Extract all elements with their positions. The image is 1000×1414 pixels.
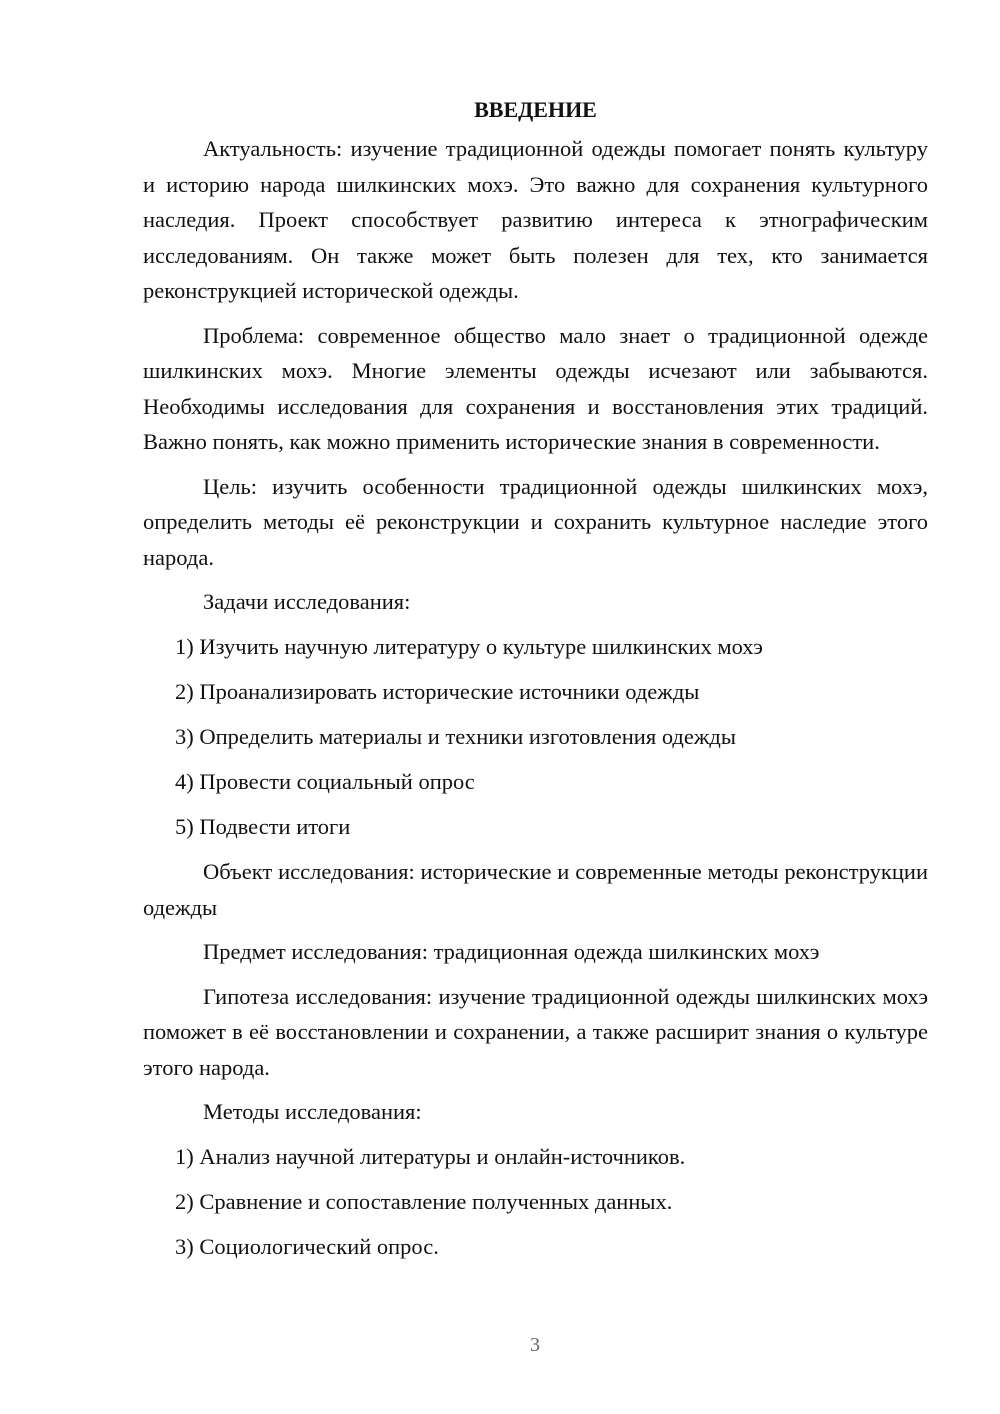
tasks-title: Задачи исследования: — [203, 589, 411, 614]
list-item: 4) Провести социальный опрос — [175, 769, 475, 794]
list-item: 3) Определить материалы и техники изготовления одежды — [175, 724, 736, 749]
hypothesis-paragraph: Гипотеза исследования: изучение традиционной одежды шилкинских мохэ поможет в её восстановлении и сохранении, а также расширит знания о культуре этого народа. — [143, 983, 928, 1080]
tasks-list — [143, 629, 928, 845]
list-item: 1) Изучить научную литературу о культуре шилкинских мохэ — [175, 634, 763, 659]
methods-title: Методы исследования: — [203, 1099, 422, 1124]
section-heading: ВВЕДЕНИЕ — [474, 97, 597, 122]
page-number: 3 — [530, 1334, 540, 1356]
page-content — [143, 92, 928, 1274]
subject-paragraph: Предмет исследования: традиционная одежда шилкинских мохэ — [203, 939, 820, 964]
problem-paragraph: Проблема: современное общество мало знает о традиционной одежде шилкинских мохэ. Многие элементы одежды исчезают или забываются. Необходимы исследования для сохранения и восстановления этих традиций. Важно понять, как можно применить исторические знания в современности. — [143, 322, 928, 454]
list-item: 1) Анализ научной литературы и онлайн-источников. — [175, 1144, 686, 1169]
goal-paragraph: Цель: изучить особенности традиционной одежды шилкинских мохэ, определить методы её реконструкции и сохранить культурное наследие этого народа. — [143, 473, 928, 570]
object-paragraph: Объект исследования: исторические и современные методы реконструкции одежды — [143, 859, 928, 920]
relevance-paragraph: Актуальность: изучение традиционной одежды помогает понять культуру и историю народа шилкинских мохэ. Это важно для сохранения культурного наследия. Проект способствует развитию интереса к этнографическим исследованиям. Он также может быть полезен для тех, кто занимается реконструкцией исторической одежды. — [143, 136, 928, 303]
list-item: 5) Подвести итоги — [175, 814, 351, 839]
methods-list — [143, 1139, 928, 1265]
list-item: 2) Сравнение и сопоставление полученных данных. — [175, 1189, 673, 1214]
list-item: 2) Проанализировать исторические источники одежды — [175, 679, 700, 704]
list-item: 3) Социологический опрос. — [175, 1234, 439, 1259]
